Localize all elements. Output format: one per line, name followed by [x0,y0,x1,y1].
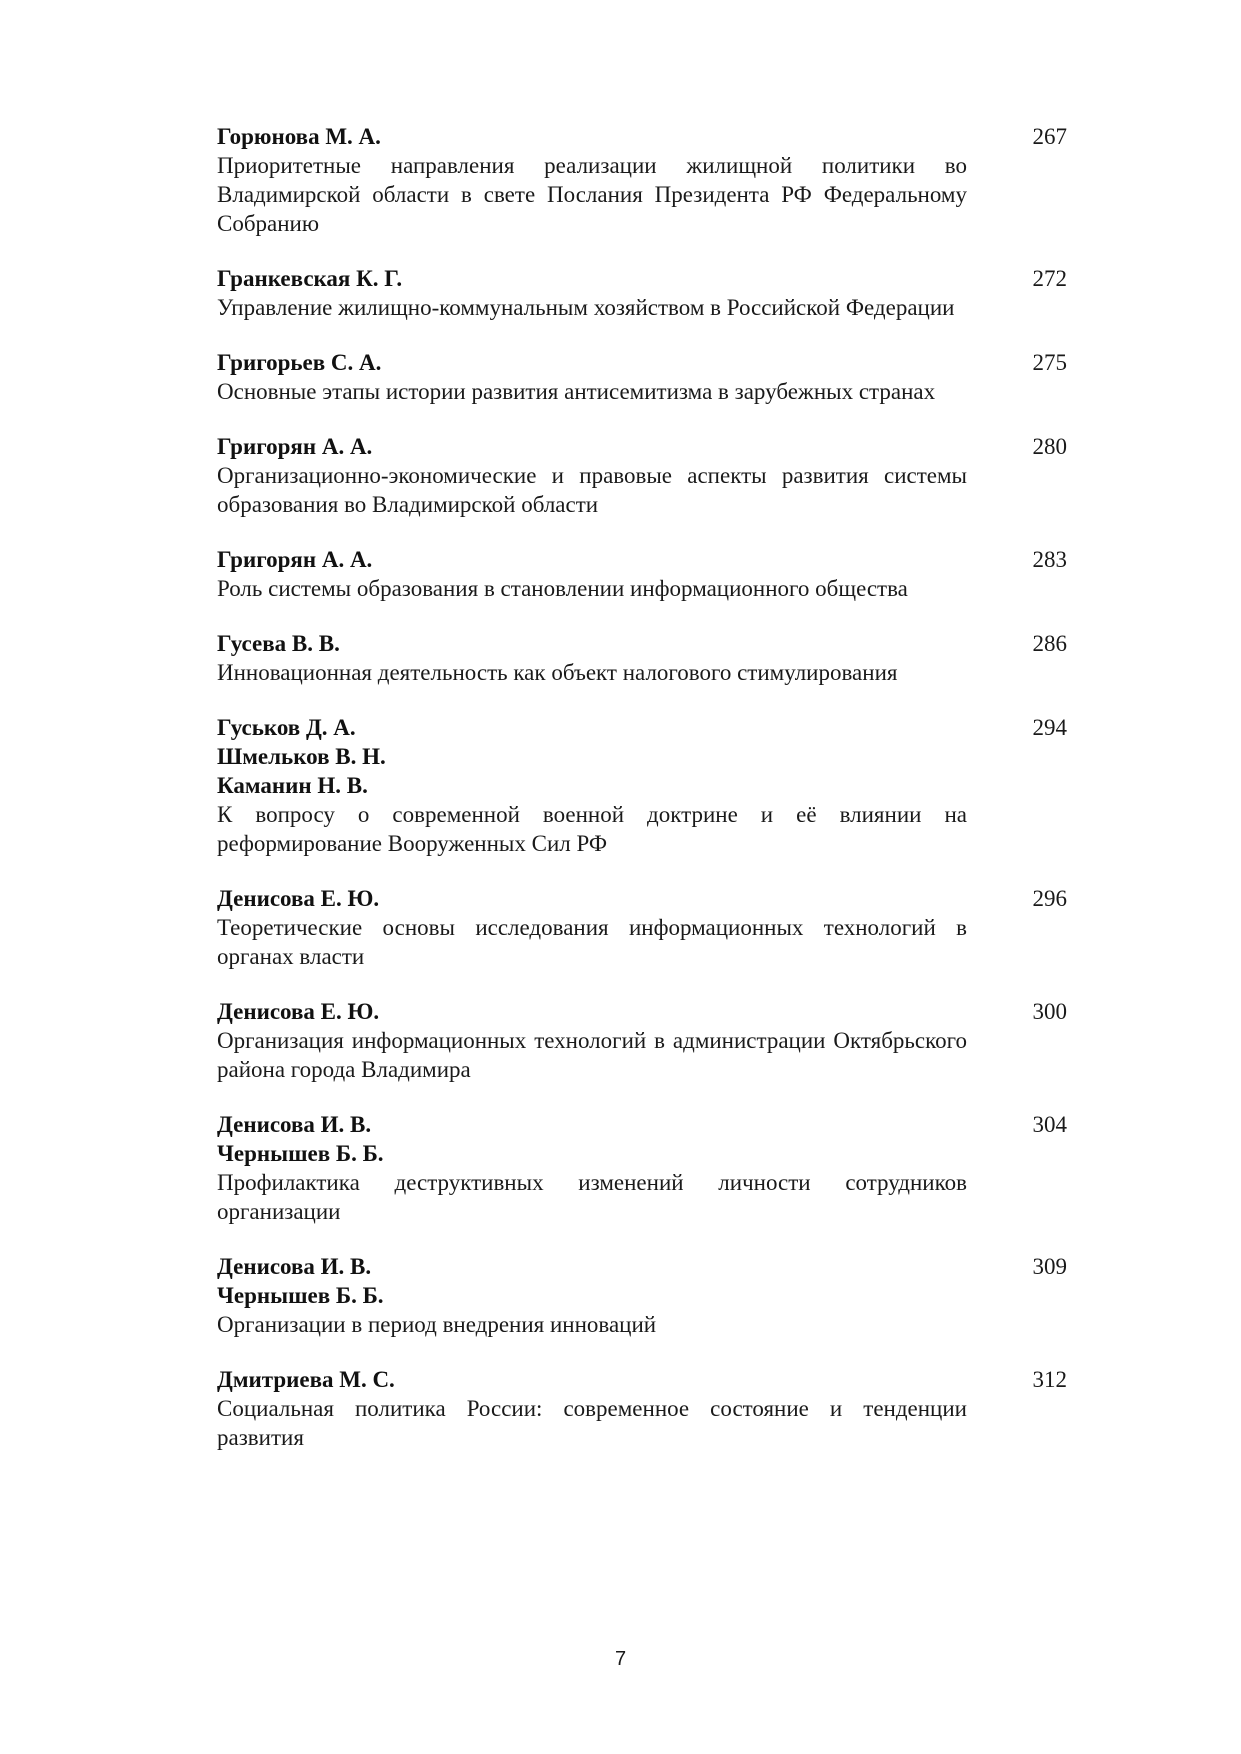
entry-authors [217,432,967,461]
toc-entry [217,348,1067,406]
toc-entry [217,997,1067,1084]
entry-page-number: 296 [1032,886,1067,911]
entry-title: Организация информационных технологий в администрации Октябрьского района города Владимира [217,1028,967,1082]
entry-title: Теоретические основы исследования информационных технологий в органах власти [217,915,967,969]
entry-title: Роль системы образования в становлении информационного общества [217,576,908,601]
toc-entry [217,1110,1067,1226]
toc-entry [217,264,1067,322]
author-name: Чернышев Б. Б. [217,1141,384,1166]
entry-page-number: 300 [1032,999,1067,1024]
entry-title: Управление жилищно-коммунальным хозяйством в Российской Федерации [217,295,955,320]
author-name: Дмитриева М. С. [217,1367,395,1392]
toc-entry [217,1252,1067,1339]
entry-page-number: 267 [1032,124,1067,149]
entry-authors [217,348,967,377]
author-name: Гранкевская К. Г. [217,266,403,291]
entry-authors [217,264,967,293]
author-name: Денисова И. В. [217,1254,372,1279]
entry-authors [217,884,967,913]
entry-authors [217,122,967,151]
entry-authors [217,545,967,574]
entry-page-number: 312 [1032,1367,1067,1392]
table-of-contents [217,122,1067,1478]
entry-title: Организации в период внедрения инноваций [217,1312,657,1337]
entry-authors [217,629,967,658]
entry-authors [217,997,967,1026]
entry-title: Профилактика деструктивных изменений личности сотрудников организации [217,1170,967,1224]
author-name: Шмельков В. Н. [217,744,386,769]
author-name: Гуськов Д. А. [217,715,356,740]
entry-page-number: 294 [1032,715,1067,740]
toc-entry [217,122,1067,238]
entry-title: К вопросу о современной военной доктрине и её влиянии на реформирование Вооруженных Сил РФ [217,802,967,856]
author-name: Каманин Н. В. [217,773,368,798]
entry-page-number: 283 [1032,547,1067,572]
author-name: Григорян А. А. [217,434,373,459]
entry-page-number: 309 [1032,1254,1067,1279]
entry-authors [217,1252,967,1310]
entry-page-number: 275 [1032,350,1067,375]
entry-authors [217,713,967,800]
author-name: Гусева В. В. [217,631,340,656]
entry-page-number: 272 [1032,266,1067,291]
author-name: Григорьев С. А. [217,350,382,375]
toc-entry [217,884,1067,971]
entry-page-number: 286 [1032,631,1067,656]
author-name: Горюнова М. А. [217,124,381,149]
entry-authors [217,1365,967,1394]
author-name: Денисова И. В. [217,1112,372,1137]
toc-entry [217,1365,1067,1452]
entry-page-number: 280 [1032,434,1067,459]
author-name: Григорян А. А. [217,547,373,572]
author-name: Денисова Е. Ю. [217,999,380,1024]
entry-page-number: 304 [1032,1112,1067,1137]
entry-title: Основные этапы истории развития антисемитизма в зарубежных странах [217,379,936,404]
entry-title: Приоритетные направления реализации жилищной политики во Владимирской области в свете Послания Президента РФ Федеральному Собранию [217,153,967,236]
toc-entry [217,713,1067,858]
toc-entry [217,432,1067,519]
author-name: Денисова Е. Ю. [217,886,380,911]
entry-title: Социальная политика России: современное состояние и тенденции развития [217,1396,967,1450]
entry-title: Организационно-экономические и правовые аспекты развития системы образования во Владимирской области [217,463,967,517]
author-name: Чернышев Б. Б. [217,1283,384,1308]
entry-title: Инновационная деятельность как объект налогового стимулирования [217,660,898,685]
page-number-footer: 7 [614,1648,627,1670]
toc-entry [217,545,1067,603]
toc-entry [217,629,1067,687]
entry-authors [217,1110,967,1168]
